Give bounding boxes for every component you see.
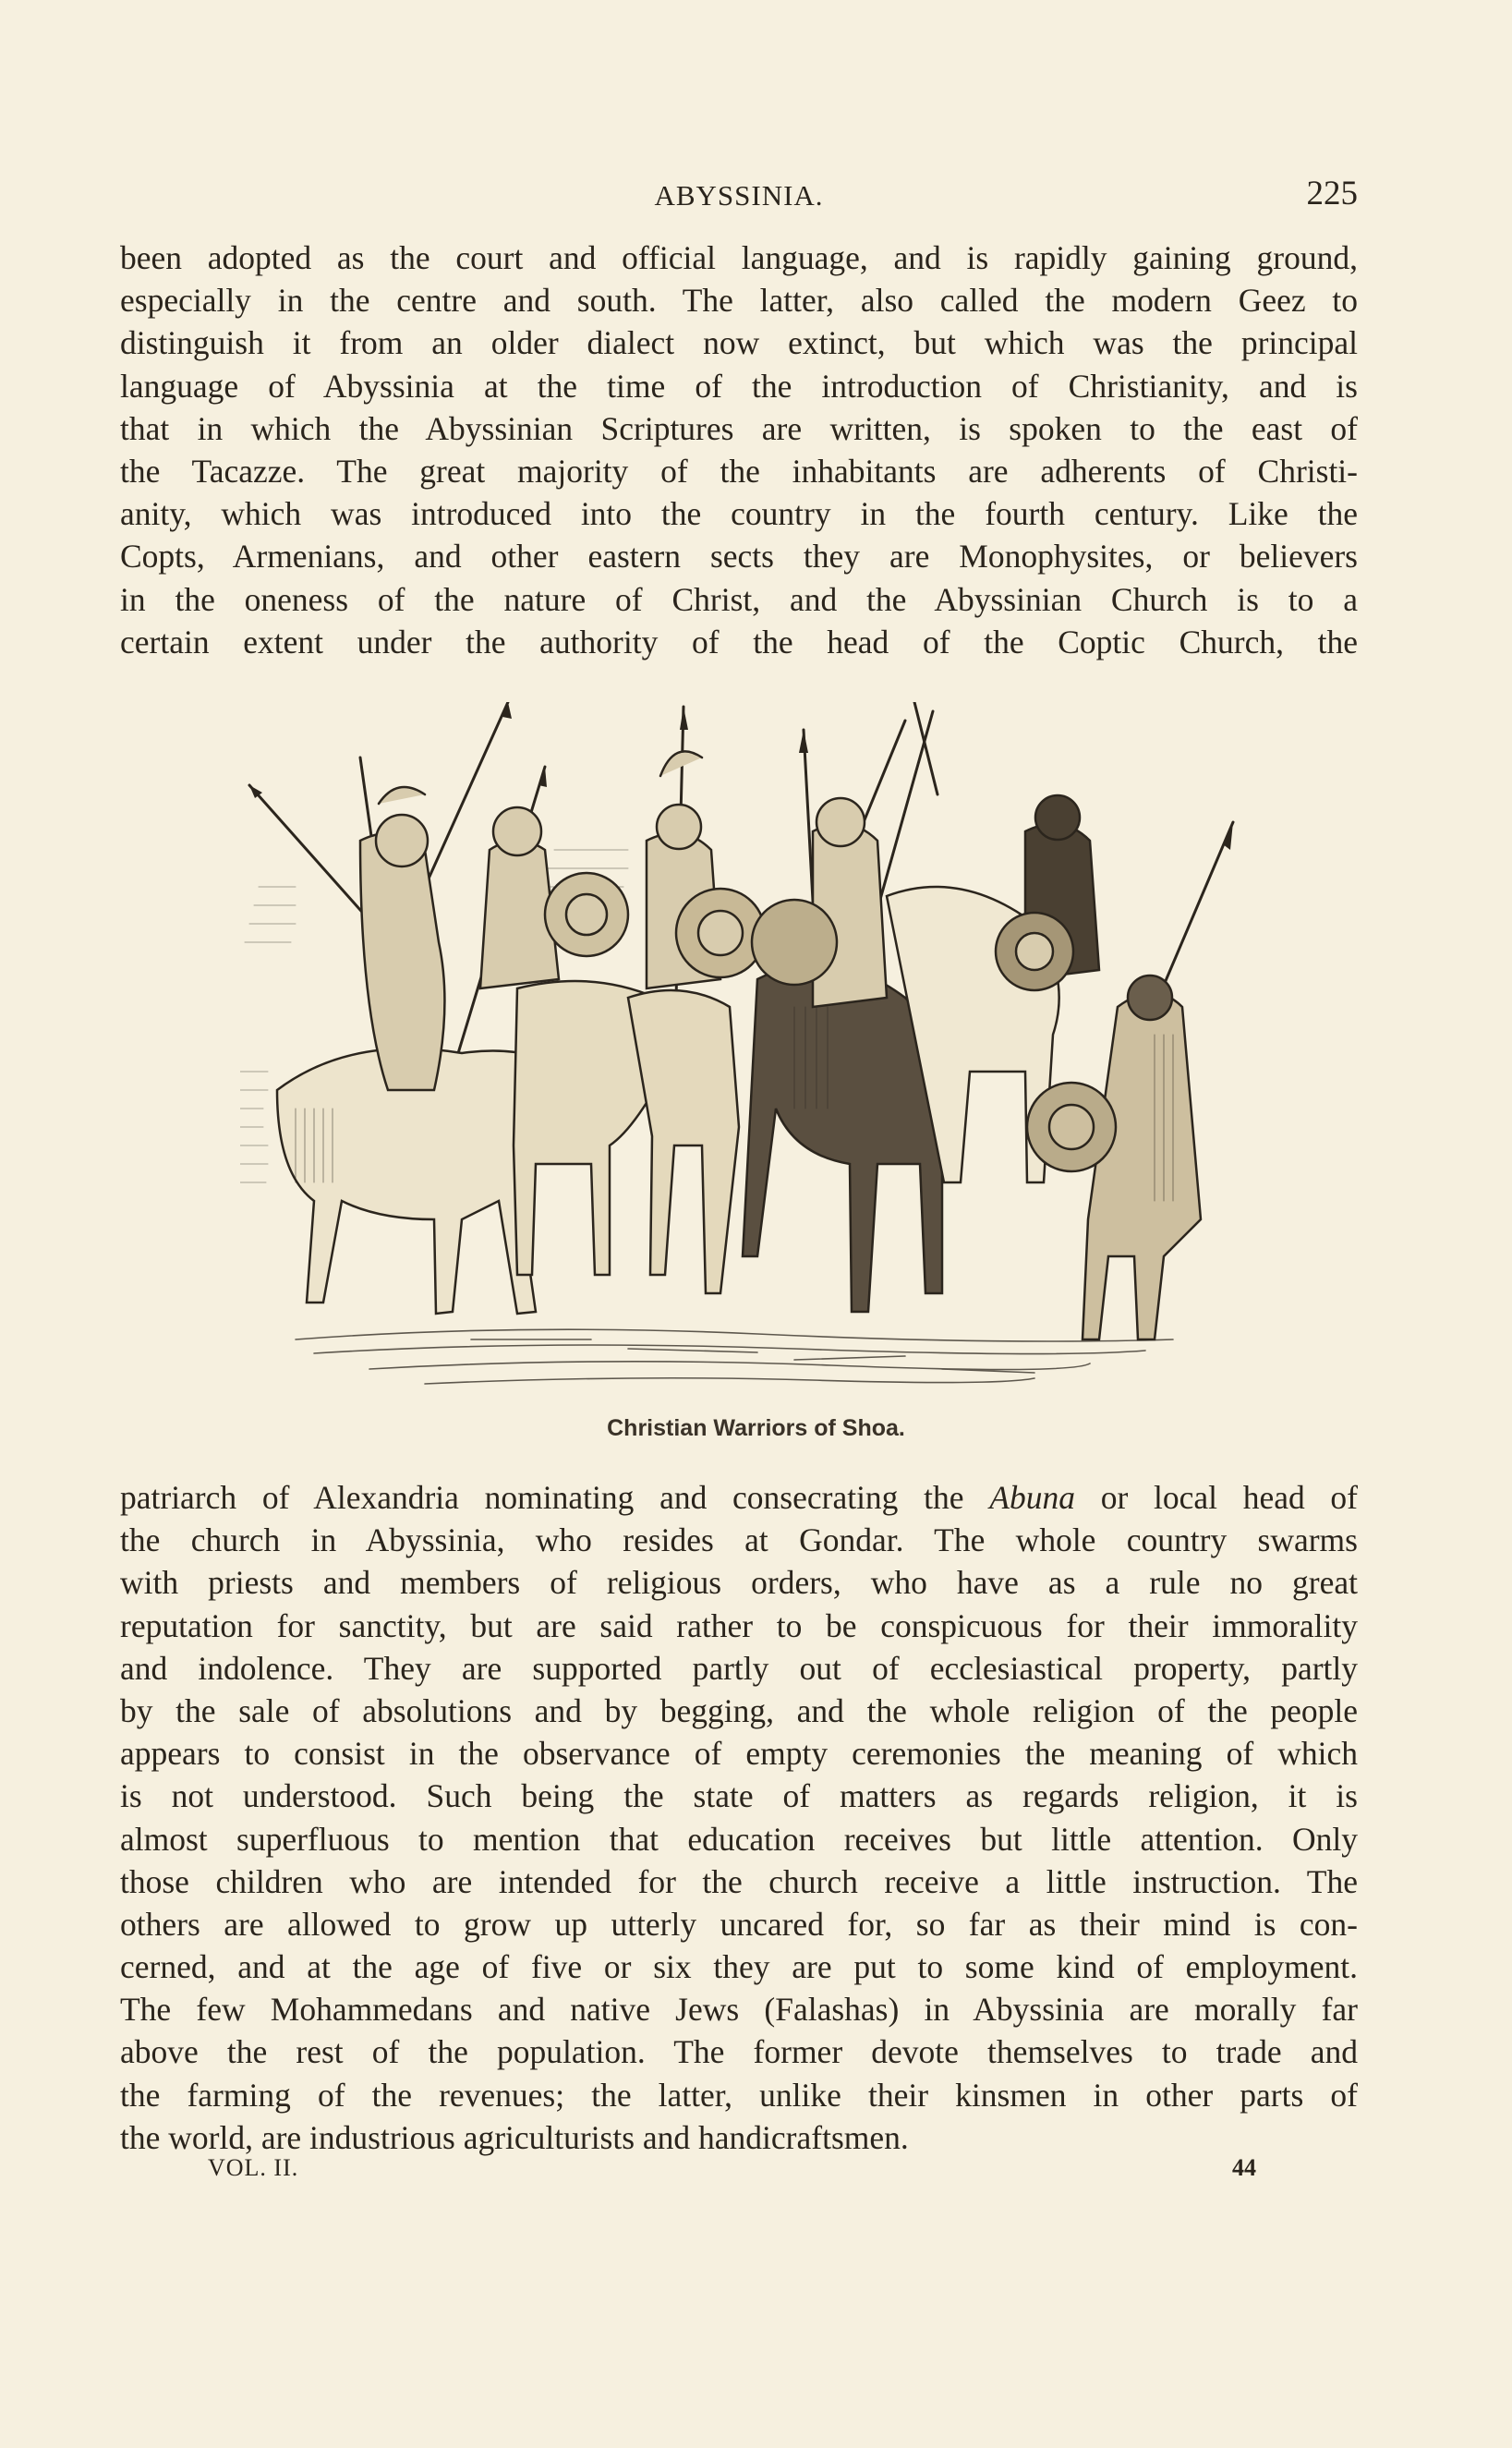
text-line: the church in Abyssinia, who resides at Gondar. The whole country swarms [120,1521,1358,1559]
volume-footer: VOL. II. [208,2154,299,2181]
text-line: the world, are industrious agriculturists and handicraftsmen. [120,2118,909,2156]
text-line: appears to consist in the observance of empty ceremonies the meaning of which [120,1735,1358,1773]
text-line: The few Mohammedans and native Jews (Falashas) in Abyssinia are morally far [120,1991,1358,2029]
text-line: cerned, and at the age of five or six they are put to some kind of employment. [120,1948,1358,1986]
running-head [120,174,1358,218]
running-title: ABYSSINIA. [654,179,824,212]
text-line: and indolence. They are supported partly out of ecclesiastical property, partly [120,1649,1358,1687]
text-line: certain extent under the authority of the head of the Coptic Church, the [120,623,1358,660]
text-line: distinguish it from an older dialect now extinct, but which was the principal [120,324,1358,362]
text-fragment: patriarch of Alexandria nominating and consecrating the [120,1479,964,1516]
text-line [120,1476,1358,1519]
text-line: by the sale of absolutions and by begging, and the whole religion of the people [120,1691,1358,1729]
text-line: been adopted as the court and official language, and is rapidly gaining ground, [120,239,1358,276]
text-line: anity, which was introduced into the country in the fourth century. Like the [120,495,1358,533]
text-line: with priests and members of religious orders, who have as a rule no great [120,1564,1358,1602]
text-line: the Tacazze. The great majority of the inhabitants are adherents of Christi- [120,452,1358,490]
italic-term: Abuna [989,1479,1075,1516]
text-line: above the rest of the population. The former devote themselves to trade and [120,2033,1358,2071]
page-number: 225 [1306,175,1358,212]
text-line: reputation for sanctity, but are said rather to be conspicuous for their immorality [120,1606,1358,1644]
figure-caption: Christian Warriors of Shoa. [607,1415,905,1441]
text-line: in the oneness of the nature of Christ, and the Abyssinian Church is to a [120,580,1358,618]
text-line: especially in the centre and south. The latter, also called the modern Geez to [120,282,1358,320]
text-line: Copts, Armenians, and other eastern sects they are Monophysites, or believers [120,538,1358,576]
warriors-engraving [240,702,1256,1404]
signature-mark: 44 [1232,2154,1256,2181]
engraving-illustration [240,702,1256,1404]
paragraph-bottom [120,1476,1358,2159]
text-line: those children who are intended for the church receive a little instruction. The [120,1862,1358,1900]
text-line: is not understood. Such being the state of matters as regards religion, it is [120,1777,1358,1815]
text-line: that in which the Abyssinian Scriptures are written, is spoken to the east of [120,409,1358,447]
text-line: the farming of the revenues; the latter, unlike their kinsmen in other parts of [120,2076,1358,2114]
text-line: others are allowed to grow up utterly uncared for, so far as their mind is con- [120,1905,1358,1943]
paragraph-top [120,236,1358,663]
text-line: language of Abyssinia at the time of the introduction of Christianity, and is [120,367,1358,405]
text-fragment: or local head of [1100,1479,1359,1516]
text-line: almost superfluous to mention that education receives but little attention. Only [120,1820,1358,1858]
